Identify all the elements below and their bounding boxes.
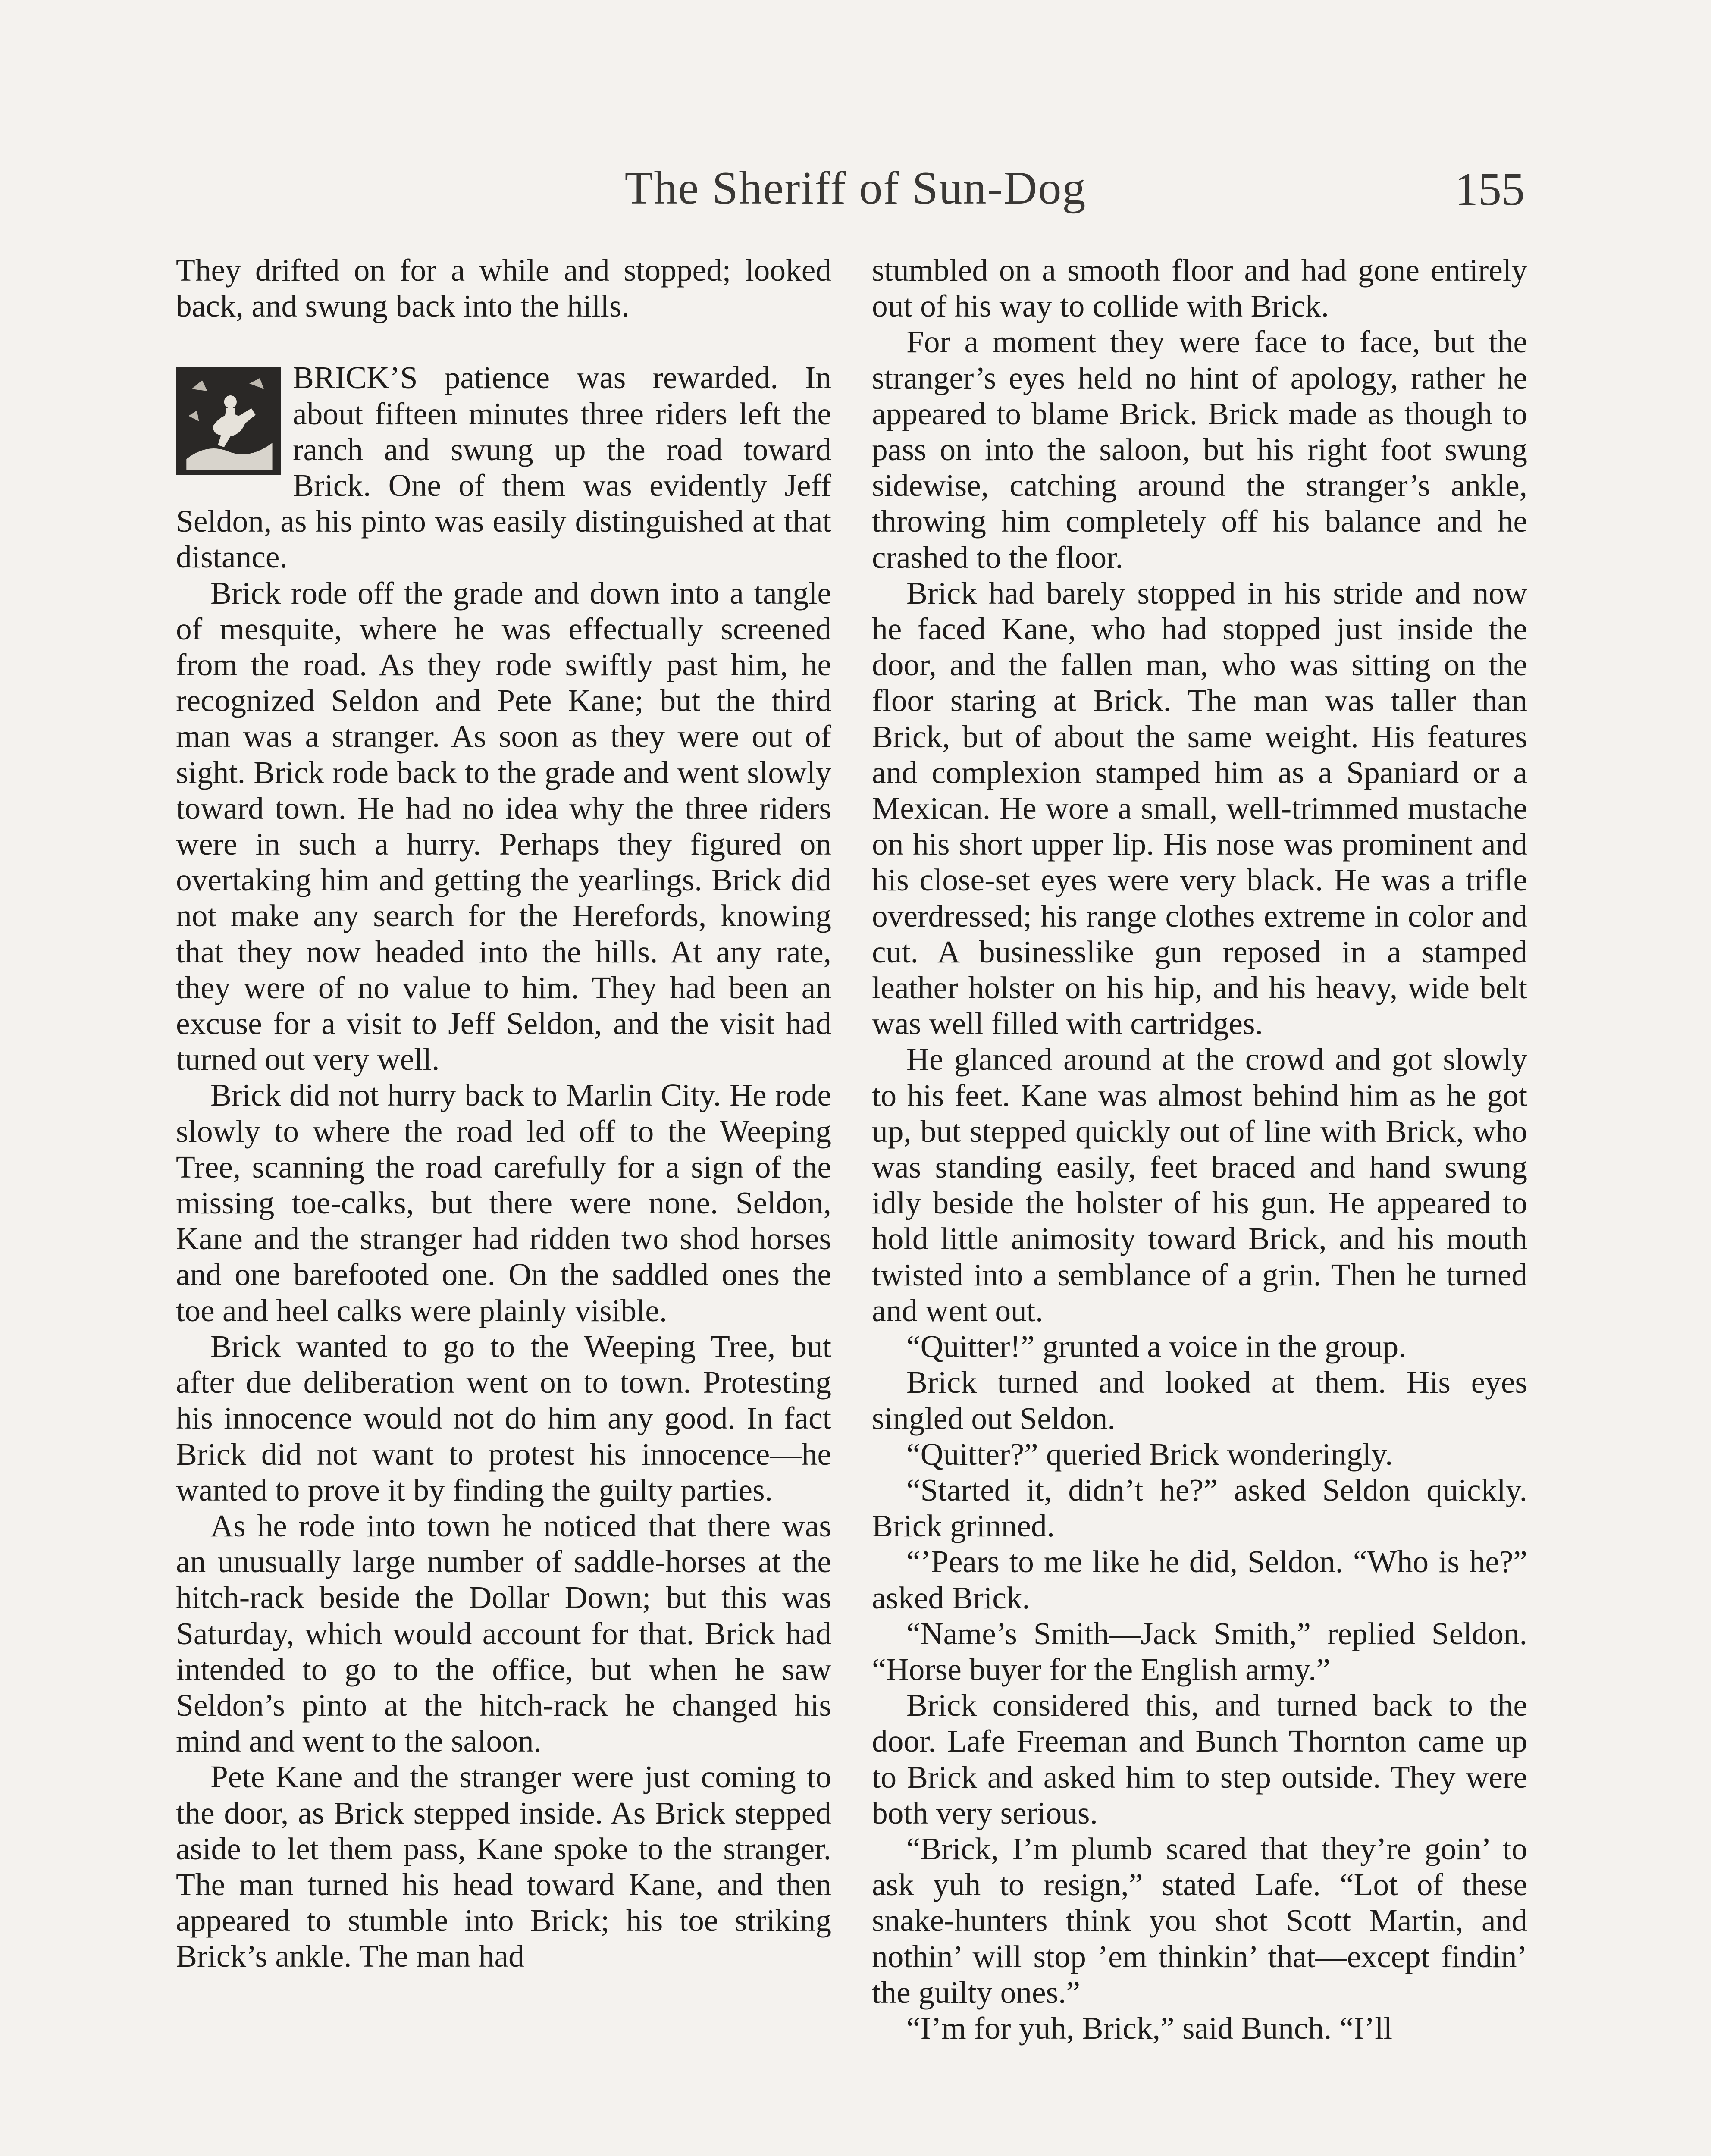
running-title: The Sheriff of Sun-Dog — [624, 163, 1087, 214]
drop-cap-illustration-icon — [176, 367, 281, 475]
paragraph: They drifted on for a while and stopped; looked back, and swung back into the hills. — [176, 253, 831, 324]
paragraph: Brick rode off the grade and down into a tangle of mesquite, where he was effectually screened from the road. As they rode swiftly past him, he recognized Seldon and Pete Kane; but the third man was a stranger. As soon as they were out of sight. Brick rode back to the grade and went slowly toward town. He had no idea why the three riders were in such a hurry. Perhaps they figured on overtaking him and getting the yearlings. Brick did not make any search for the Herefords, knowing that they now headed into the hills. At any rate, they were of no value to him. They had been an excuse for a visit to Jeff Seldon, and the visit had turned out very well. — [176, 575, 831, 1077]
paragraph: “I’m for yuh, Brick,” said Bunch. “I’ll — [906, 2010, 1393, 2046]
rider-illustration-icon — [176, 367, 281, 475]
paragraph: Brick considered this, and turned back to the door. Lafe Freeman and Bunch Thornton came up to Brick and asked him to step outside. They were both very serious. — [872, 1688, 1527, 1830]
page-number: 155 — [1455, 164, 1525, 215]
paragraph: “’Pears to me like he did, Seldon. “Who is he?” asked Brick. — [872, 1544, 1527, 1615]
paragraph: stumbled on a smooth floor and had gone entirely out of his way to collide with Brick. — [872, 253, 1527, 324]
paragraph: “Started it, didn’t he?” asked Seldon quickly. Brick grinned. — [872, 1472, 1527, 1544]
paragraph: Brick turned and looked at them. His eyes singled out Seldon. — [872, 1365, 1527, 1436]
paragraph: “Brick, I’m plumb scared that they’re goin’ to ask yuh to resign,” stated Lafe. “Lot of these snake-hunters think you shot Scott Martin, and nothin’ will stop ’em thinkin’ that—except findin’ the guilty ones.” — [872, 1831, 1527, 2010]
section-break — [176, 324, 831, 360]
paragraph: “Name’s Smith—Jack Smith,” replied Seldon. “Horse buyer for the English army.” — [872, 1616, 1527, 1687]
paragraph: Brick wanted to go to the Weeping Tree, but after due deliberation went on to town. Protesting his innocence would not do him any good. In fact Brick did not want to protest his innocence—he wanted to prove it by finding the guilty parties. — [176, 1329, 831, 1507]
paragraph: “Quitter?” queried Brick wonderingly. — [906, 1436, 1393, 1472]
paragraph: Pete Kane and the stranger were just coming to the door, as Brick stepped inside. As Brick stepped aside to let them pass, Kane spoke to the stranger. The man turned his head toward Kane, and then appeared to stumble into Brick; his toe striking Brick’s ankle. The man had — [176, 1759, 831, 1974]
paragraph: BRICK’S patience was rewarded. In about fifteen minutes three riders left the ranch and swung up the road toward Brick. One of them was evidently Jeff Seldon, as his pinto was easily distinguished at that distance. — [176, 360, 831, 575]
paragraph: He glanced around at the crowd and got slowly to his feet. Kane was almost behind him as he got up, but stepped quickly out of line with Brick, who was standing easily, feet braced and hand swung idly beside the holster of his gun. He appeared to hold little animosity toward Brick, and his mouth twisted into a semblance of a grin. Then he turned and went out. — [872, 1042, 1527, 1328]
paragraph: For a moment they were face to face, but the stranger’s eyes held no hint of apology, rather he appeared to blame Brick. Brick made as though to pass on into the saloon, but his right foot swung sidewise, catching around the stranger’s ankle, throwing him completely off his balance and he crashed to the floor. — [872, 324, 1527, 575]
paragraph: Brick did not hurry back to Marlin City. He rode slowly to where the road led off to the Weeping Tree, scanning the road carefully for a sign of the missing toe-calks, but there were none. Seldon, Kane and the stranger had ridden two shod horses and one barefooted one. On the saddled ones the toe and heel calks were plainly visible. — [176, 1078, 831, 1328]
paragraph: Brick had barely stopped in his stride and now he faced Kane, who had stopped just inside the door, and the fallen man, who was sitting on the floor staring at Brick. The man was taller than Brick, but of about the same weight. His features and complexion stamped him as a Spaniard or a Mexican. He wore a small, well-trimmed mustache on his short upper lip. His nose was prominent and his close-set eyes were very black. He was a trifle overdressed; his range clothes extreme in color and cut. A businesslike gun reposed in a stamped leather holster on his hip, and his heavy, wide belt was well filled with cartridges. — [872, 575, 1527, 1041]
right-column — [872, 252, 1527, 2046]
paragraph: As he rode into town he noticed that there was an unusually large number of saddle-horses at the hitch-rack beside the Dollar Down; but this was Saturday, which would account for that. Brick had intended to go to the office, but when he saw Seldon’s pinto at the hitch-rack he changed his mind and went to the saloon. — [176, 1508, 831, 1759]
paragraph: “Quitter!” grunted a voice in the group. — [906, 1329, 1407, 1364]
left-column — [176, 252, 831, 1974]
